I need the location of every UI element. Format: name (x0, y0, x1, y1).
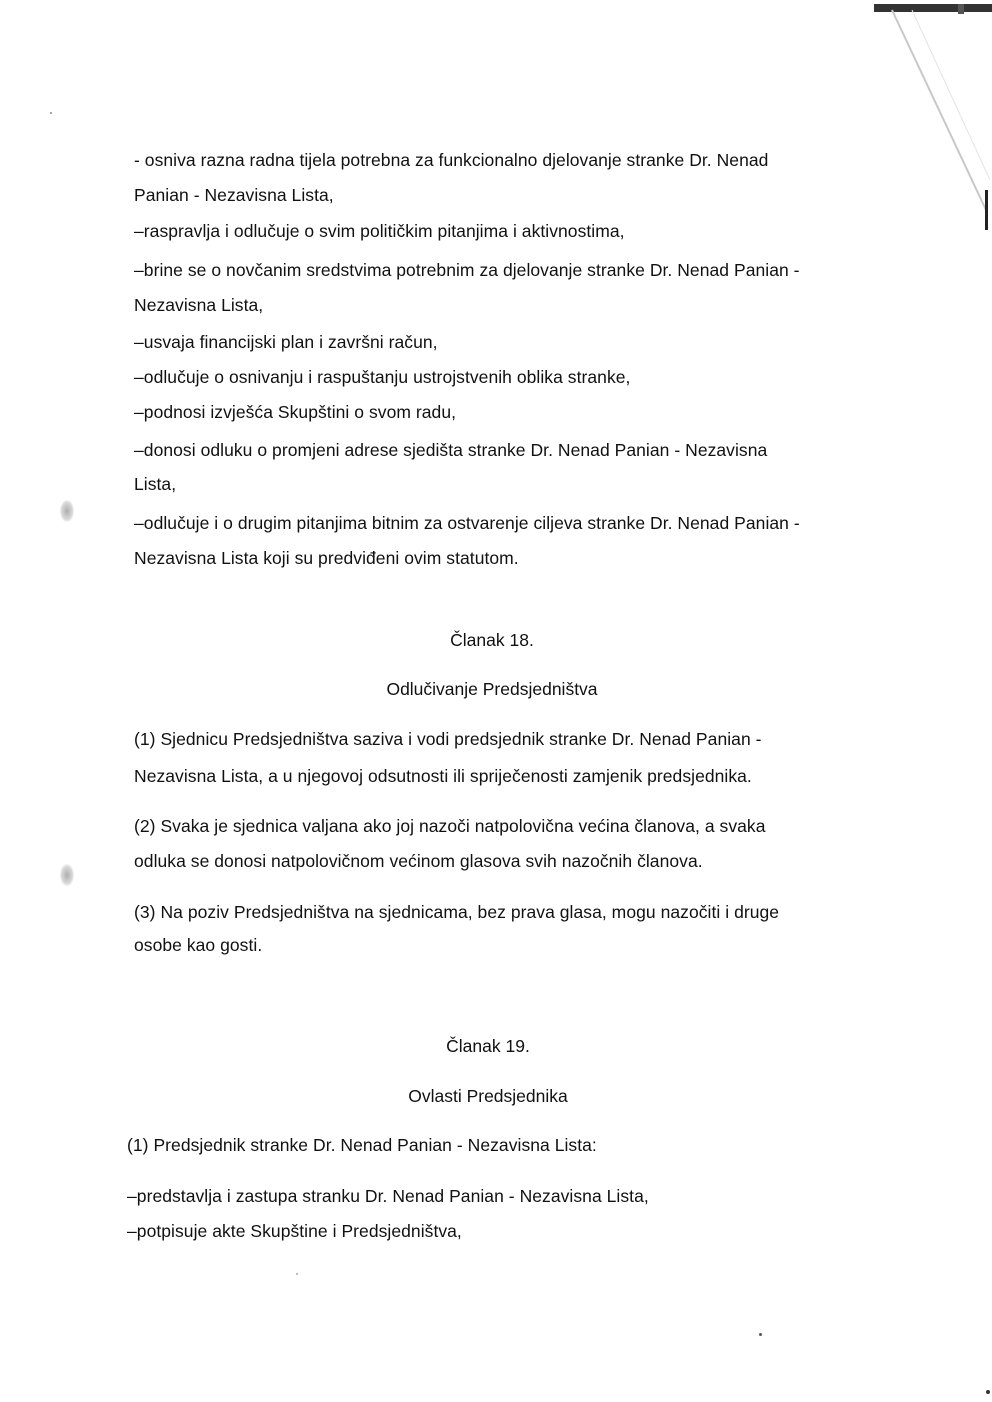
scan-smudge (60, 500, 74, 522)
list-item: –potpisuje akte Skupštine i Predsjedništva, (127, 1221, 462, 1241)
scan-speck (759, 1333, 762, 1336)
text-line: Nezavisna Lista, (134, 295, 264, 315)
article-number: Članak 19. (446, 1036, 530, 1056)
paragraph-line: Nezavisna Lista, a u njegovoj odsutnosti ili spriječenosti zamjenik predsjednika. (134, 766, 752, 786)
list-item: –donosi odluku o promjeni adrese sjedišta stranke Dr. Nenad Panian - Nezavisna (134, 440, 768, 460)
text-line: Nezavisna Lista koji su predviđeni ovim statutom. (134, 548, 519, 568)
paragraph-line: osobe kao gosti. (134, 935, 263, 955)
paragraph-line: (2) Svaka je sjednica valjana ako joj nazoči natpolovična većina članova, a svaka (134, 816, 766, 836)
scan-smudge (60, 864, 74, 886)
list-item: –raspravlja i odlučuje o svim političkim pitanjima i aktivnostima, (134, 221, 625, 241)
scan-edge-line (985, 190, 988, 230)
paragraph-line: (3) Na poziv Predsjedništva na sjednicama, bez prava glasa, mogu nazočiti i druge (134, 902, 780, 922)
scan-speck (296, 1273, 298, 1275)
list-item: –podnosi izvješća Skupštini o svom radu, (134, 402, 457, 422)
list-item: –usvaja financijski plan i završni račun, (134, 332, 438, 352)
article-title: Ovlasti Predsjednika (408, 1086, 568, 1106)
paragraph-line: odluka se donosi natpolovičnom većinom glasova svih nazočnih članova. (134, 851, 703, 871)
paragraph-line: (1) Sjednicu Predsjedništva saziva i vodi predsjednik stranke Dr. Nenad Panian - (134, 729, 762, 749)
scan-speck (50, 112, 52, 114)
list-item: –odlučuje i o drugim pitanjima bitnim za ostvarenje ciljeva stranke Dr. Nenad Panian - (134, 513, 800, 533)
text-line: Lista, (134, 474, 177, 494)
list-item: –odlučuje o osnivanju i raspuštanju ustrojstvenih oblika stranke, (134, 367, 631, 387)
paragraph-line: (1) Predsjednik stranke Dr. Nenad Panian - Nezavisna Lista: (127, 1135, 597, 1155)
scan-speck (986, 1390, 990, 1394)
list-item: –predstavlja i zastupa stranku Dr. Nenad Panian - Nezavisna Lista, (127, 1186, 649, 1206)
article-title: Odlučivanje Predsjedništva (386, 679, 598, 699)
list-item: –brine se o novčanim sredstvima potrebnim za djelovanje stranke Dr. Nenad Panian - (134, 260, 800, 280)
scan-corner-shadow (882, 0, 992, 230)
text-line: Panian - Nezavisna Lista, (134, 185, 334, 205)
article-number: Članak 18. (450, 630, 534, 650)
text-line: - osniva razna radna tijela potrebna za funkcionalno djelovanje stranke Dr. Nenad (134, 150, 769, 170)
